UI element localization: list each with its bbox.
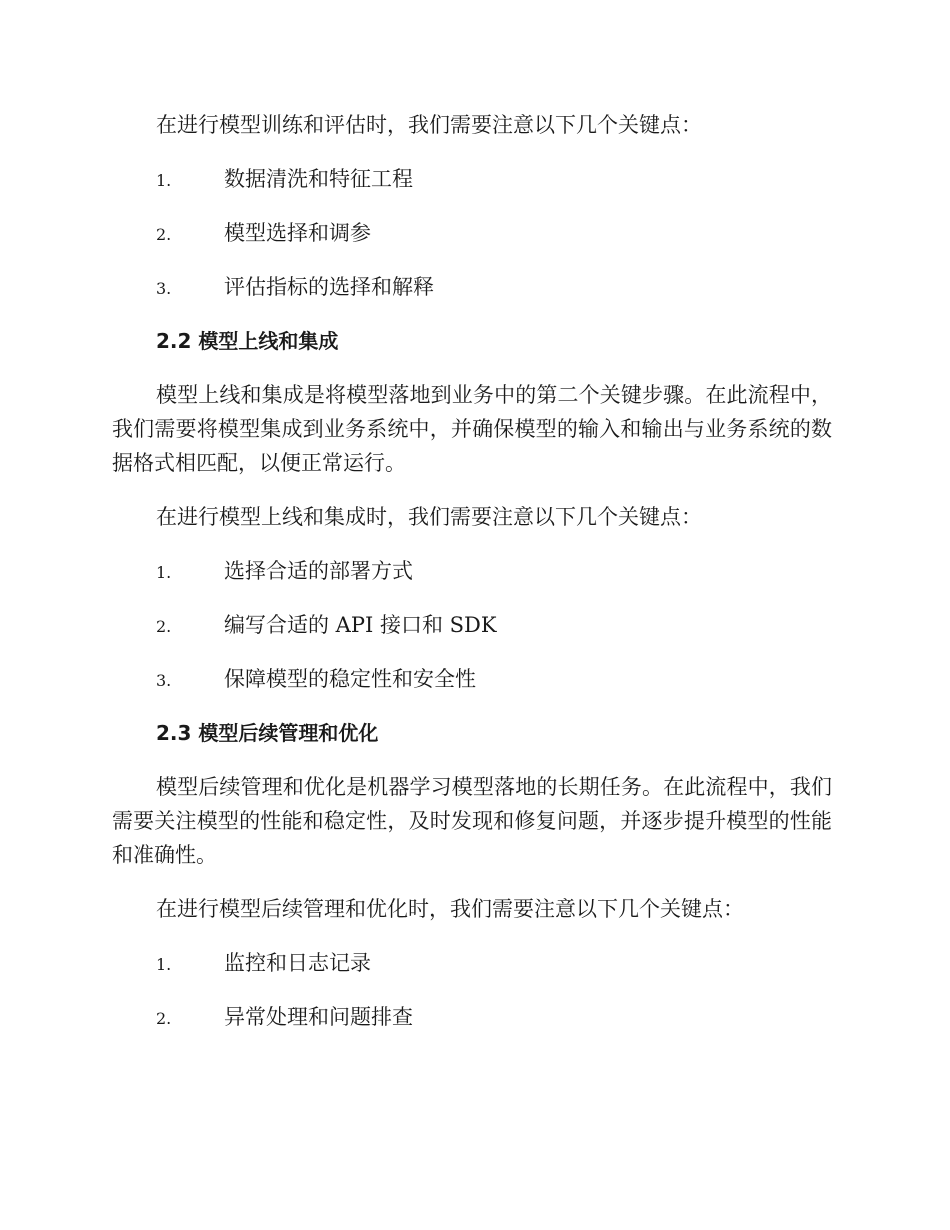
section-2-2-list [112, 554, 832, 696]
section-2-1-list [112, 162, 832, 304]
list-text: 选择合适的部署方式 [224, 559, 413, 583]
list-text: 异常处理和问题排查 [224, 1005, 413, 1029]
list-item [112, 662, 832, 696]
list-number: 3. [156, 279, 172, 298]
list-text: 保障模型的稳定性和安全性 [224, 667, 476, 691]
section-2-3-heading: 2.3 模型后续管理和优化 [156, 721, 379, 745]
list-item [112, 554, 832, 588]
list-item [112, 270, 832, 304]
list-number: 1. [156, 563, 172, 582]
list-text: 监控和日志记录 [224, 951, 371, 975]
list-item [112, 1000, 832, 1034]
list-text: 数据清洗和特征工程 [224, 167, 413, 191]
list-number: 3. [156, 671, 172, 690]
list-number: 2. [156, 617, 172, 636]
list-text: 评估指标的选择和解释 [224, 275, 434, 299]
list-item [112, 946, 832, 980]
list-number: 1. [156, 171, 172, 190]
list-text: 编写合适的 API 接口和 SDK [224, 613, 497, 637]
section-2-3-intro: 在进行模型后续管理和优化时，我们需要注意以下几个关键点： [156, 897, 744, 921]
section-2-3-body: 模型后续管理和优化是机器学习模型落地的长期任务。在此流程中，我们需要关注模型的性能和稳定性，及时发现和修复问题，并逐步提升模型的性能和准确性。 [112, 775, 832, 867]
list-text: 模型选择和调参 [224, 221, 371, 245]
list-item [112, 608, 832, 642]
section-2-2-heading: 2.2 模型上线和集成 [156, 329, 339, 353]
section-2-3-list [112, 946, 832, 1034]
list-number: 2. [156, 225, 172, 244]
document-page [112, 108, 832, 1054]
section-2-1-intro: 在进行模型训练和评估时，我们需要注意以下几个关键点： [156, 113, 702, 137]
list-item [112, 162, 832, 196]
list-number: 2. [156, 1009, 172, 1028]
list-number: 1. [156, 955, 172, 974]
section-2-2-intro: 在进行模型上线和集成时，我们需要注意以下几个关键点： [156, 505, 702, 529]
section-2-2-body: 模型上线和集成是将模型落地到业务中的第二个关键步骤。在此流程中，我们需要将模型集成到业务系统中，并确保模型的输入和输出与业务系统的数据格式相匹配，以便正常运行。 [112, 383, 832, 475]
list-item [112, 216, 832, 250]
